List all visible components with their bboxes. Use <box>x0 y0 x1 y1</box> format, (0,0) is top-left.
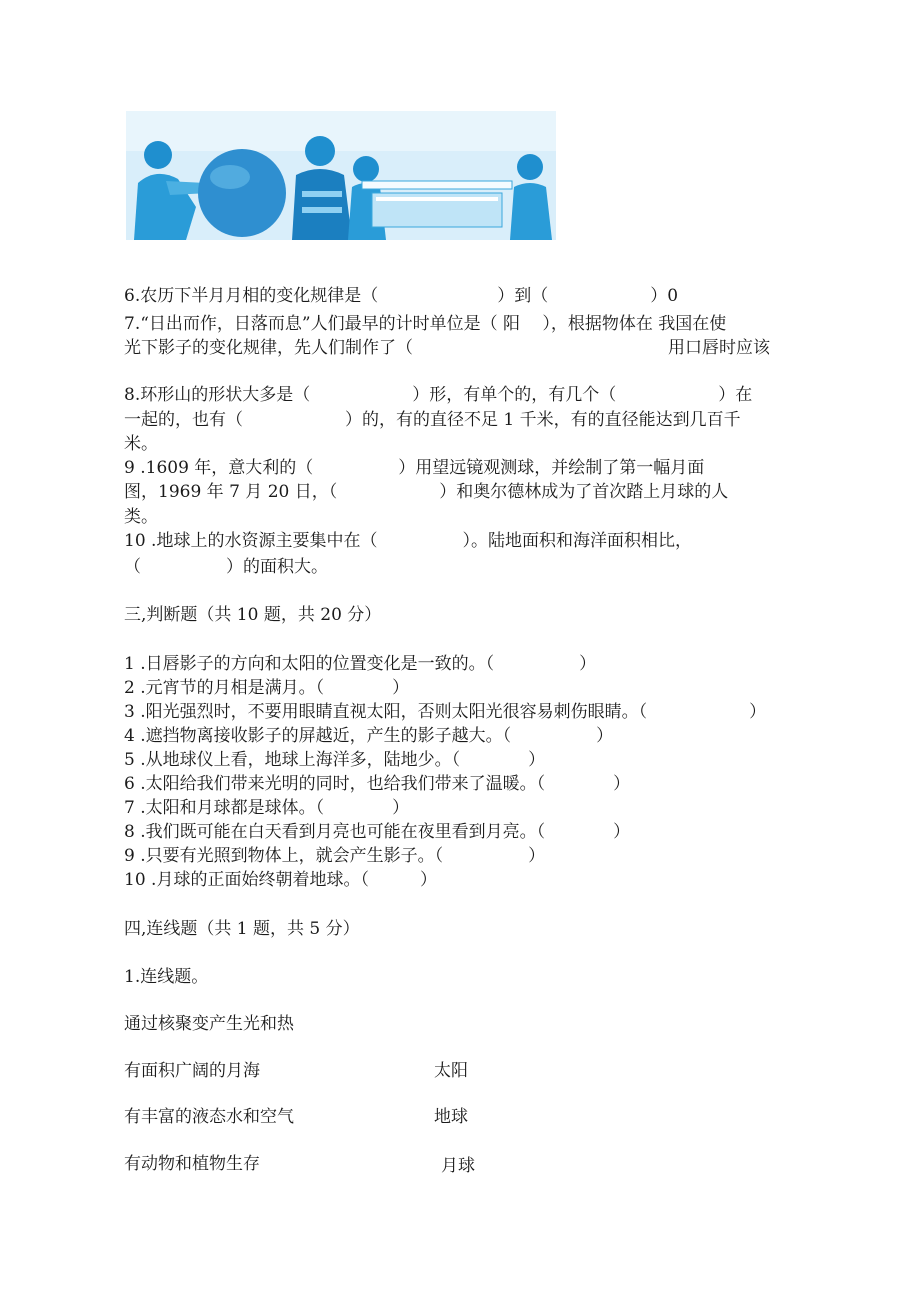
judge-item-9: 9 .只要有光照到物体上，就会产生影子。（ ） <box>124 846 546 866</box>
question-6: 6.农历下半月月相的变化规律是（ ）到（ ）0 <box>124 286 679 306</box>
match-question-title: 1.连线题。 <box>124 967 209 987</box>
judge-item-2: 2 .元宵节的月相是满月。（ ） <box>124 678 410 698</box>
section-4-title: 四,连线题（共 1 题，共 5 分） <box>124 919 360 939</box>
match-left-4: 有动物和植物生存 <box>124 1154 260 1174</box>
judge-item-7: 7 .太阳和月球都是球体。（ ） <box>124 798 410 818</box>
match-right-2: 地球 <box>434 1107 468 1127</box>
judge-item-10: 10 .月球的正面始终朝着地球。（ ） <box>124 870 437 890</box>
judge-item-1: 1 .日唇影子的方向和太阳的位置变化是一致的。（ ） <box>124 654 597 674</box>
question-7-line-1: 7.“日出而作，日落而息”人们最早的计时单位是（ 阳 ），根据物体在 我国在使 <box>124 314 727 334</box>
question-10-line-1: 10 .地球上的水资源主要集中在（ ）。陆地面积和海洋面积相比， <box>124 531 692 551</box>
match-left-2: 有面积广阔的月海 <box>124 1061 260 1081</box>
question-8-line-3: 米。 <box>124 434 158 454</box>
judge-item-3: 3 .阳光强烈时，不要用眼睛直视太阳，否则太阳光很容易刺伤眼睛。（ ） <box>124 702 767 722</box>
question-9-line-2: 图，1969 年 7 月 20 日，（ ）和奥尔德林成为了首次踏上月球的人 <box>124 482 729 502</box>
question-7-line-2-right: 用口唇时应该 <box>668 338 770 358</box>
judge-item-4: 4 .遮挡物离接收影子的屏越近，产生的影子越大。（ ） <box>124 726 614 746</box>
match-left-3: 有丰富的液态水和空气 <box>124 1107 294 1127</box>
judge-item-5: 5 .从地球仪上看，地球上海洋多，陆地少。（ ） <box>124 750 546 770</box>
match-right-1: 太阳 <box>434 1061 468 1081</box>
match-right-3: 月球 <box>441 1156 475 1176</box>
match-left-1: 通过核聚变产生光和热 <box>124 1014 294 1034</box>
question-8-line-1: 8.环形山的形状大多是（ ）形，有单个的，有几个（ ）在 <box>124 385 753 405</box>
question-9-line-3: 类。 <box>124 507 158 527</box>
judge-item-6: 6 .太阳给我们带来光明的同时，也给我们带来了温暖。（ ） <box>124 774 631 794</box>
question-9-line-1: 9 .1609 年，意大利的（ ）用望远镜观测球，并绘制了第一幅月面 <box>124 458 705 478</box>
judge-item-8: 8 .我们既可能在白天看到月亮也可能在夜里看到月亮。（ ） <box>124 822 631 842</box>
students-globe-photo <box>126 111 556 240</box>
question-10-line-2: （ ）的面积大。 <box>124 557 328 577</box>
question-7-line-2: 光下影子的变化规律，先人们制作了（ <box>124 338 413 358</box>
section-3-title: 三,判断题（共 10 题，共 20 分） <box>124 605 382 625</box>
question-8-line-2: 一起的，也有（ ）的，有的直径不足 1 千米，有的直径能达到几百千 <box>124 410 741 430</box>
